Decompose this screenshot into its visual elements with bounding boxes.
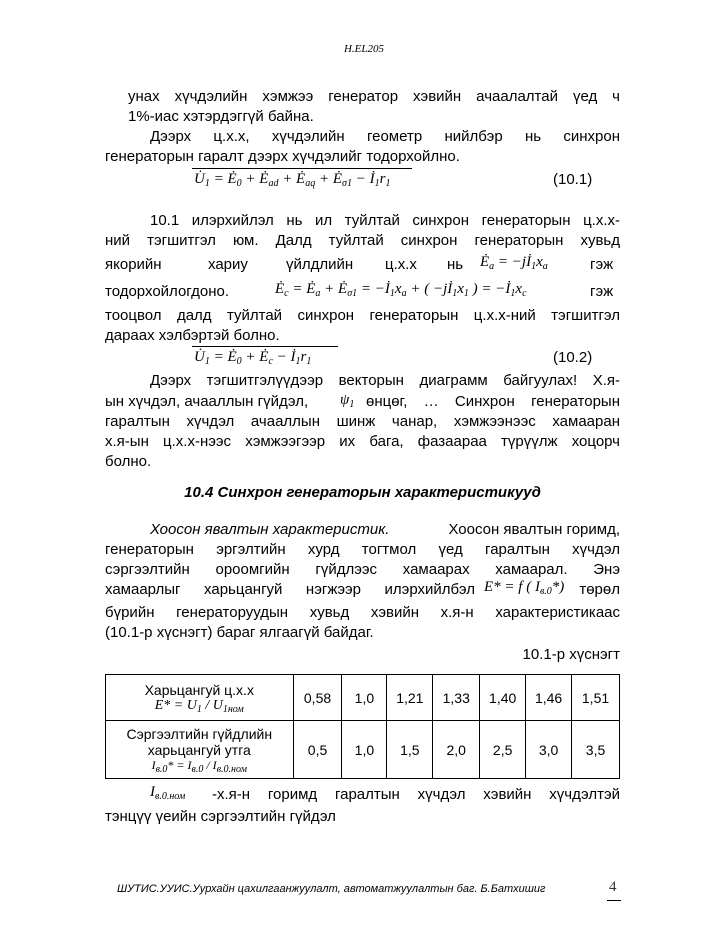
page-number-underline xyxy=(607,900,621,901)
table-row-label xyxy=(106,721,294,779)
paragraph-word: нь xyxy=(447,256,464,273)
page-header: H.EL205 xyxy=(343,43,385,55)
paragraph-line: унах хүчдэлийн хэмжээ генератор хэвийн ачаалалтай үед ч xyxy=(128,88,620,105)
paragraph-line: тооцвол далд туйлтай синхрон генераторын ц.х.х-ний тэгшитгэл xyxy=(105,307,620,324)
paragraph-term: Хоосон явалтын характеристик. xyxy=(150,521,390,538)
table-label-text: Харьцангуй ц.х.х xyxy=(144,681,254,698)
table-cell: 0,58 xyxy=(293,675,342,721)
table-cell: 1,21 xyxy=(387,675,433,721)
formula-ea: $Ė_a$ = $-jİ_1x_a$ xyxy=(480,254,548,272)
formula-psi: $\psi_1$ xyxy=(340,392,355,410)
table-cell: 1,51 xyxy=(572,675,620,721)
table-cell: 1,0 xyxy=(342,675,387,721)
paragraph-line: сэргээлтийн ороомгийн гүйдлээс хамаарах хамаарал. Энэ xyxy=(105,561,620,578)
paragraph-word: -х.я-н горимд гаралтын хүчдэл хэвийн хүчдэлтэй xyxy=(212,786,620,803)
table-row-label xyxy=(106,675,294,721)
paragraph-word: өнцөг, … Синхрон генераторын xyxy=(366,393,620,410)
paragraph-word: тодорхойлогдоно. xyxy=(105,283,229,300)
paragraph-line: гаралтын хүчдэл ачааллын шинж чанар, хэмжээнээс хамааран xyxy=(105,413,620,430)
equation-number: (10.1) xyxy=(553,171,593,188)
paragraph-word: якорийн xyxy=(105,256,162,273)
paragraph-line: генераторын эргэлтийн хурд тогтмол үед гаралтын хүчдэл xyxy=(105,541,620,558)
equation-number: (10.2) xyxy=(553,349,593,366)
table-row xyxy=(106,721,620,779)
equation-overline xyxy=(192,168,412,169)
table-cell: 1,40 xyxy=(480,675,526,721)
paragraph-line: ний тэгшитгэл юм. Далд туйлтай синхрон генераторын хувьд xyxy=(105,232,620,249)
table-label-text: Сэргээлтийн гүйдлийн xyxy=(126,726,273,742)
equation-10-2: $U̇_1$ = $Ė_0$ + $Ė_c$ − $İ_1r_1$ xyxy=(194,349,312,367)
paragraph-word: Хоосон явалтын горимд, xyxy=(448,521,620,538)
table-cell: 1,33 xyxy=(433,675,480,721)
table-cell: 3,5 xyxy=(572,721,620,779)
paragraph-line: 1%-иас хэтэрдэггүй байна. xyxy=(128,108,314,125)
paragraph-word: ын хүчдэл, ачааллын гүйдэл, xyxy=(105,393,309,410)
table-row xyxy=(106,675,620,721)
paragraph-word: хамаарлыг харьцангуй нэгжээр илэрхийлбэл xyxy=(105,581,475,598)
paragraph-word: төрөл xyxy=(579,581,620,598)
paragraph-word: гэж xyxy=(590,256,614,273)
table-label-text: харьцангуй утга xyxy=(147,742,251,758)
section-title: 10.4 Синхрон генераторын характеристикууд xyxy=(184,484,541,501)
paragraph-line: Дээрх ц.х.х, хүчдэлийн геометр нийлбэр нь синхрон xyxy=(150,128,620,145)
page-footer: ШУТИС.УУИС.Уурхайн цахилгаанжуулалт, автоматжуулалтын баг. Б.Батхишиг xyxy=(117,883,546,895)
paragraph-line: 10.1 илэрхийлэл нь ил туйлтай синхрон генераторын ц.х.х- xyxy=(150,212,620,229)
table-caption: 10.1-р хүснэгт xyxy=(522,646,620,663)
paragraph-line: тэнцүү үеийн сэргээлтийн гүйдэл xyxy=(105,808,336,825)
paragraph-line: болно. xyxy=(105,453,152,470)
equation-10-1: $U̇_1$ = $Ė_0$ + $Ė_{ad}$ + $Ė_{aq}$ + $Ė_{\sigma 1}$ − $İ_1r_1$ xyxy=(194,171,391,189)
paragraph-line: (10.1-р хүснэгт) бараг ялгаагүй байдаг. xyxy=(105,624,374,641)
table-cell: 1,0 xyxy=(342,721,387,779)
formula-e-star: E* = f ( $I_{в.0}*$) xyxy=(484,579,565,597)
paragraph-line: бүрийн генераторуудын хувьд хэвийн х.я-н характеристикаас xyxy=(105,604,620,621)
table-cell: 3,0 xyxy=(526,721,572,779)
paragraph-line: Дээрх тэгшитгэлүүдээр векторын диаграмм байгуулах! Х.я- xyxy=(150,372,620,389)
paragraph-word: гэж xyxy=(590,283,614,300)
table-cell: 2,0 xyxy=(433,721,480,779)
table-label-formula: $I_{в.0}* = I_{в.0} / I_{в.0.ном}$ xyxy=(151,758,247,775)
table-cell: 1,46 xyxy=(526,675,572,721)
table-cell: 2,5 xyxy=(480,721,526,779)
paragraph-line: х.я-ын ц.х.х-нээс хэмжээгээр их бага, фазаараа түрүүлж хоцорч xyxy=(105,433,620,450)
paragraph-line: дараах хэлбэртэй болно. xyxy=(105,327,280,344)
formula-ib0nom: $I_{в.0.ном}$ xyxy=(150,784,186,802)
data-table xyxy=(105,674,620,779)
formula-ec: $Ė_c$ = $Ė_a$ + $Ė_{\sigma 1}$ = $-İ_1x_a$ + ( $-jİ_1x_1$ ) = $-İ_1x_c$ xyxy=(275,281,527,299)
table-cell: 0,5 xyxy=(293,721,342,779)
paragraph-word: хариу xyxy=(208,256,248,273)
paragraph-word: ц.х.х xyxy=(385,256,417,273)
page-number: 4 xyxy=(609,879,617,895)
paragraph-word: үйлдлийн xyxy=(286,256,354,273)
paragraph-line: генераторын гаралт дээрх хүчдэлийг тодорхойлно. xyxy=(105,148,460,165)
equation-overline xyxy=(192,346,338,347)
table-label-formula: $E* = U_1 / U_{1ном}$ xyxy=(154,697,244,715)
table-cell: 1,5 xyxy=(387,721,433,779)
